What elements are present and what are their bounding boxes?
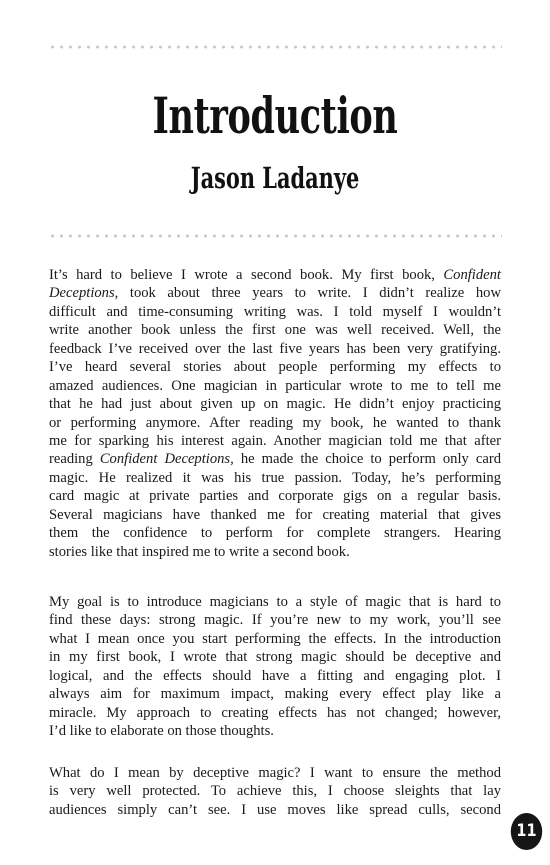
text-run: reading [49,451,100,468]
body-paragraph [49,266,501,561]
text-run: in my first book, I wrote that strong magic should be deceptive and [49,649,501,666]
book-title-italic: Confident [443,267,501,283]
text-line [49,611,501,629]
text-run: card magic at private parties and corporate gigs on a regular basis. [49,488,501,505]
text-line [49,284,501,302]
text-run: miracle. My approach to creating effects has not changed; however, [49,704,501,721]
text-line [49,648,501,666]
text-run: amazed audiences. One magician in particular wrote to me to tell me [49,377,501,394]
text-run: What do I mean by deceptive magic? I want to ensure the method [49,765,501,781]
text-line [49,469,501,487]
text-line [49,704,501,722]
text-line [49,266,501,284]
text-run: , took about three years to write. I didn’t realize how [114,285,501,302]
text-run: always aim for maximum impact, making every effect play like a [49,686,501,703]
text-line [49,667,501,685]
book-title-italic: Deceptions [49,285,115,302]
bottom-dotted-divider [48,234,502,238]
text-run: or performing anymore. After reading my book, he wanted to thank [49,414,501,431]
text-run: find these days: strong magic. If you’re new to my work, you’ll see [49,612,501,629]
text-line [49,487,501,505]
text-run: feedback I’ve received over the last five years has been very gratifying. [49,340,501,357]
text-line [49,630,501,648]
text-line [49,414,501,432]
text-line [49,358,501,376]
text-run: stories like that inspired me to write a second book. [49,543,350,560]
text-run: My goal is to introduce magicians to a style of magic that is hard to [49,594,501,610]
text-line [49,722,501,740]
body-paragraph [49,764,501,819]
text-line [49,524,501,542]
text-line [49,801,501,819]
text-line [49,450,501,468]
top-dotted-divider [48,45,502,49]
text-line [49,506,501,524]
text-run: I’ve heard several stories about people performing my effects to [49,359,501,376]
chapter-title: Introduction [152,86,398,145]
text-run: them the confidence to perform for complete strangers. Hearing [49,525,501,542]
text-run: he made the choice to perform only card [233,451,501,468]
page-number-badge: 11 [511,813,542,850]
text-run: that he had just about given up on magic. He didn’t enjoy practicing [49,396,501,413]
body-paragraph [49,593,501,741]
book-title-italic: Confident Deceptions, [99,451,234,468]
text-run: what I mean once you start performing the effects. In the introduction [49,630,501,647]
chapter-author: Jason Ladanye [190,161,360,195]
text-line [49,543,501,561]
text-run: is very well protected. To achieve this, I choose sleights that lay [49,783,501,800]
text-run: magic. He realized it was his true passion. Today, he’s performing [49,469,501,486]
text-line [49,764,501,782]
text-line [49,303,501,321]
text-run: write another book unless the first one was well received. Well, the [49,322,501,339]
text-run: Several magicians have thanked me for creating material that gives [49,506,501,523]
text-run: me for sparking his interest again. Another magician told me that after [49,432,501,449]
text-line [49,782,501,800]
text-run: It’s hard to believe I wrote a second book. My first book, [49,267,444,283]
text-line [49,395,501,413]
text-line [49,432,501,450]
text-line [49,593,501,611]
text-line [49,340,501,358]
text-run: difficult and time-consuming writing was. I told myself I wouldn’t [49,303,501,320]
text-line [49,377,501,395]
text-run: audiences simply can’t see. I use moves like spread culls, second [49,801,501,818]
text-run: logical, and the effects should have a fitting and engaging plot. I [49,667,501,684]
text-line [49,685,501,703]
text-run: I’d like to elaborate on those thoughts. [49,723,274,740]
text-line [49,321,501,339]
